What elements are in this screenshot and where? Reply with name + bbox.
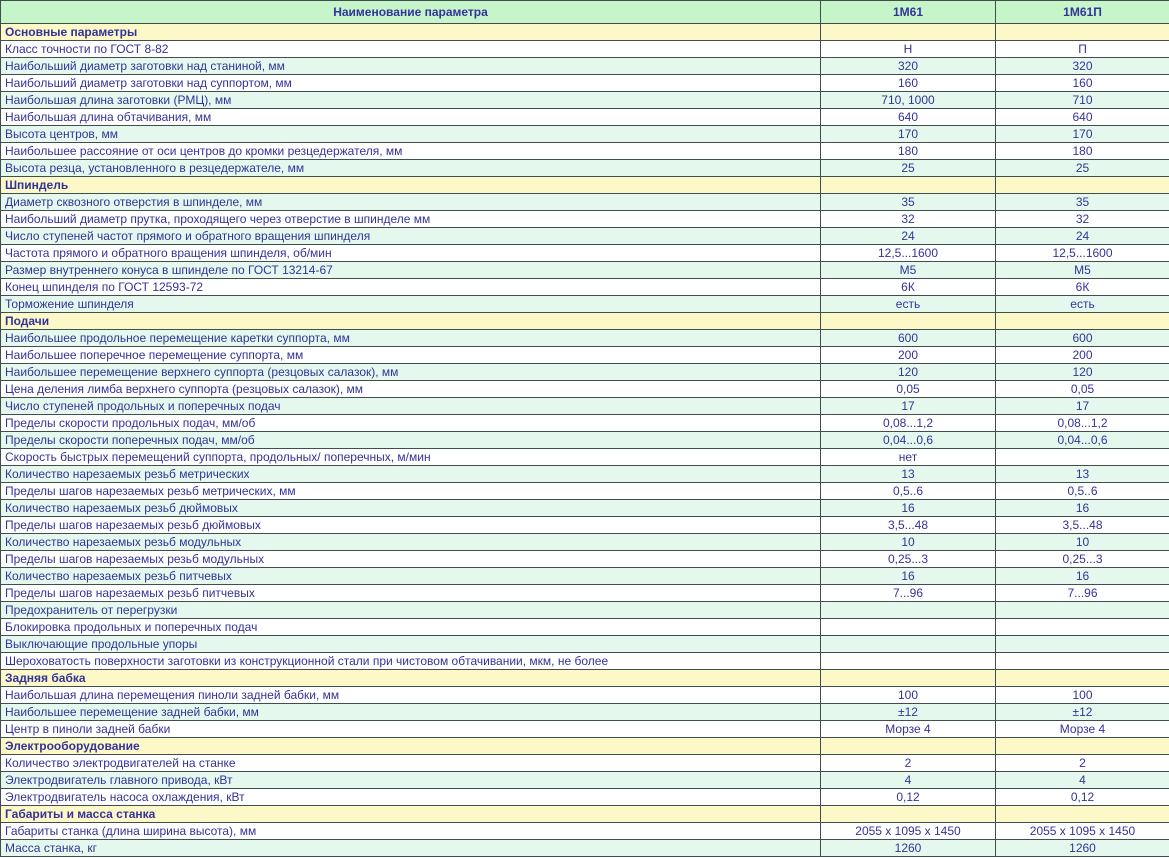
parameter-name-cell: Шпиндель bbox=[1, 177, 821, 194]
value-cell-1m61: Н bbox=[821, 41, 996, 58]
value-cell-1m61p: 4 bbox=[996, 772, 1169, 789]
value-cell-1m61: 17 bbox=[821, 398, 996, 415]
parameter-name-cell: Пределы шагов нарезаемых резьб метрических, мм bbox=[1, 483, 821, 500]
table-row bbox=[1, 126, 1169, 143]
section-row bbox=[1, 177, 1169, 194]
table-row bbox=[1, 415, 1169, 432]
parameter-name-cell: Наибольший диаметр заготовки над суппортом, мм bbox=[1, 75, 821, 92]
value-cell-1m61 bbox=[821, 24, 996, 41]
parameter-name-cell: Частота прямого и обратного вращения шпинделя, об/мин bbox=[1, 245, 821, 262]
value-cell-1m61p: 6К bbox=[996, 279, 1169, 296]
parameter-name-cell: Конец шпинделя по ГОСТ 12593-72 bbox=[1, 279, 821, 296]
value-cell-1m61p: П bbox=[996, 41, 1169, 58]
value-cell-1m61: 120 bbox=[821, 364, 996, 381]
value-cell-1m61: 170 bbox=[821, 126, 996, 143]
parameter-name-cell: Наибольшее перемещение задней бабки, мм bbox=[1, 704, 821, 721]
parameter-name-cell: Пределы скорости поперечных подач, мм/об bbox=[1, 432, 821, 449]
value-cell-1m61 bbox=[821, 602, 996, 619]
table-row bbox=[1, 517, 1169, 534]
value-cell-1m61p: 7...96 bbox=[996, 585, 1169, 602]
value-cell-1m61p bbox=[996, 738, 1169, 755]
value-cell-1m61: 180 bbox=[821, 143, 996, 160]
table-row bbox=[1, 330, 1169, 347]
parameter-name-cell: Наибольшее перемещение верхнего суппорта (резцовых салазок), мм bbox=[1, 364, 821, 381]
table-row bbox=[1, 160, 1169, 177]
value-cell-1m61p: 13 bbox=[996, 466, 1169, 483]
value-cell-1m61: 2055 x 1095 x 1450 bbox=[821, 823, 996, 840]
value-cell-1m61: 16 bbox=[821, 568, 996, 585]
value-cell-1m61p: 640 bbox=[996, 109, 1169, 126]
table-row bbox=[1, 109, 1169, 126]
value-cell-1m61: 16 bbox=[821, 500, 996, 517]
value-cell-1m61p: 100 bbox=[996, 687, 1169, 704]
value-cell-1m61: 4 bbox=[821, 772, 996, 789]
parameter-name-cell: Пределы скорости продольных подач, мм/об bbox=[1, 415, 821, 432]
value-cell-1m61: 0,25...3 bbox=[821, 551, 996, 568]
table-row bbox=[1, 551, 1169, 568]
value-cell-1m61: 0,04...0,6 bbox=[821, 432, 996, 449]
parameter-name-cell: Количество нарезаемых резьб метрических bbox=[1, 466, 821, 483]
value-cell-1m61p bbox=[996, 313, 1169, 330]
parameter-name-cell: Количество электродвигателей на станке bbox=[1, 755, 821, 772]
value-cell-1m61p bbox=[996, 449, 1169, 466]
table-row bbox=[1, 279, 1169, 296]
value-cell-1m61p: 0,5..6 bbox=[996, 483, 1169, 500]
value-cell-1m61p bbox=[996, 670, 1169, 687]
table-row bbox=[1, 245, 1169, 262]
value-cell-1m61: 2 bbox=[821, 755, 996, 772]
value-cell-1m61p bbox=[996, 806, 1169, 823]
table-row bbox=[1, 262, 1169, 279]
value-cell-1m61p: 710 bbox=[996, 92, 1169, 109]
table-row bbox=[1, 211, 1169, 228]
table-row bbox=[1, 449, 1169, 466]
value-cell-1m61 bbox=[821, 313, 996, 330]
table-row bbox=[1, 840, 1169, 857]
parameter-name-cell: Масса станка, кг bbox=[1, 840, 821, 857]
value-cell-1m61p: 0,12 bbox=[996, 789, 1169, 806]
parameter-name-cell: Габариты и масса станка bbox=[1, 806, 821, 823]
table-row bbox=[1, 483, 1169, 500]
value-cell-1m61 bbox=[821, 177, 996, 194]
table-row bbox=[1, 772, 1169, 789]
value-cell-1m61p bbox=[996, 619, 1169, 636]
table-row bbox=[1, 585, 1169, 602]
value-cell-1m61: 10 bbox=[821, 534, 996, 551]
value-cell-1m61: 0,12 bbox=[821, 789, 996, 806]
value-cell-1m61p: 0,04...0,6 bbox=[996, 432, 1169, 449]
parameter-name-cell: Наибольший диаметр прутка, проходящего через отверстие в шпинделе мм bbox=[1, 211, 821, 228]
value-cell-1m61p bbox=[996, 636, 1169, 653]
value-cell-1m61p: ±12 bbox=[996, 704, 1169, 721]
value-cell-1m61: 25 bbox=[821, 160, 996, 177]
value-cell-1m61: 100 bbox=[821, 687, 996, 704]
table-row bbox=[1, 466, 1169, 483]
value-cell-1m61p: 170 bbox=[996, 126, 1169, 143]
value-cell-1m61p: 17 bbox=[996, 398, 1169, 415]
parameter-name-cell: Электродвигатель главного привода, кВт bbox=[1, 772, 821, 789]
section-row bbox=[1, 313, 1169, 330]
section-row bbox=[1, 806, 1169, 823]
value-cell-1m61: 13 bbox=[821, 466, 996, 483]
parameter-name-cell: Высота резца, установленного в резцедержателе, мм bbox=[1, 160, 821, 177]
value-cell-1m61: 32 bbox=[821, 211, 996, 228]
value-cell-1m61p: 2 bbox=[996, 755, 1169, 772]
table-row bbox=[1, 704, 1169, 721]
value-cell-1m61p: 2055 x 1095 x 1450 bbox=[996, 823, 1169, 840]
parameter-name-cell: Количество нарезаемых резьб питчевых bbox=[1, 568, 821, 585]
column-header-1m61: 1М61 bbox=[821, 1, 996, 24]
parameter-name-cell: Наибольшая длина заготовки (РМЦ), мм bbox=[1, 92, 821, 109]
value-cell-1m61p: 10 bbox=[996, 534, 1169, 551]
parameter-name-cell: Наибольшая длина перемещения пиноли задней бабки, мм bbox=[1, 687, 821, 704]
table-row bbox=[1, 364, 1169, 381]
table-row bbox=[1, 194, 1169, 211]
header-row bbox=[1, 1, 1169, 24]
value-cell-1m61p bbox=[996, 653, 1169, 670]
parameter-name-cell: Диаметр сквозного отверстия в шпинделе, мм bbox=[1, 194, 821, 211]
parameter-name-cell: Торможение шпинделя bbox=[1, 296, 821, 313]
value-cell-1m61: 6К bbox=[821, 279, 996, 296]
section-row bbox=[1, 738, 1169, 755]
value-cell-1m61: 0,5..6 bbox=[821, 483, 996, 500]
value-cell-1m61p: 3,5...48 bbox=[996, 517, 1169, 534]
parameter-name-cell: Предохранитель от перегрузки bbox=[1, 602, 821, 619]
table-row bbox=[1, 75, 1169, 92]
value-cell-1m61: 640 bbox=[821, 109, 996, 126]
value-cell-1m61p: 0,25...3 bbox=[996, 551, 1169, 568]
value-cell-1m61: М5 bbox=[821, 262, 996, 279]
value-cell-1m61p: 320 bbox=[996, 58, 1169, 75]
table-row bbox=[1, 398, 1169, 415]
table-row bbox=[1, 296, 1169, 313]
value-cell-1m61: 7...96 bbox=[821, 585, 996, 602]
parameter-name-cell: Наибольший диаметр заготовки над станиной, мм bbox=[1, 58, 821, 75]
parameter-name-cell: Электродвигатель насоса охлаждения, кВт bbox=[1, 789, 821, 806]
value-cell-1m61: 600 bbox=[821, 330, 996, 347]
table-row bbox=[1, 500, 1169, 517]
parameter-name-cell: Скорость быстрых перемещений суппорта, продольных/ поперечных, м/мин bbox=[1, 449, 821, 466]
parameter-name-cell: Пределы шагов нарезаемых резьб модульных bbox=[1, 551, 821, 568]
parameter-name-cell: Количество нарезаемых резьб модульных bbox=[1, 534, 821, 551]
table-row bbox=[1, 143, 1169, 160]
value-cell-1m61 bbox=[821, 806, 996, 823]
parameter-name-cell: Класс точности по ГОСТ 8-82 bbox=[1, 41, 821, 58]
table-row bbox=[1, 602, 1169, 619]
value-cell-1m61p: 24 bbox=[996, 228, 1169, 245]
value-cell-1m61: 1260 bbox=[821, 840, 996, 857]
section-row bbox=[1, 670, 1169, 687]
section-row bbox=[1, 24, 1169, 41]
value-cell-1m61: 0,08...1,2 bbox=[821, 415, 996, 432]
value-cell-1m61p: 32 bbox=[996, 211, 1169, 228]
value-cell-1m61: Морзе 4 bbox=[821, 721, 996, 738]
column-header-parameter: Наименование параметра bbox=[1, 1, 821, 24]
value-cell-1m61: 35 bbox=[821, 194, 996, 211]
value-cell-1m61: 0,05 bbox=[821, 381, 996, 398]
value-cell-1m61p: 160 bbox=[996, 75, 1169, 92]
table-row bbox=[1, 534, 1169, 551]
table-row bbox=[1, 636, 1169, 653]
value-cell-1m61p: 25 bbox=[996, 160, 1169, 177]
parameter-name-cell: Электрооборудование bbox=[1, 738, 821, 755]
parameter-name-cell: Количество нарезаемых резьб дюймовых bbox=[1, 500, 821, 517]
table-row bbox=[1, 568, 1169, 585]
value-cell-1m61p: 0,08...1,2 bbox=[996, 415, 1169, 432]
value-cell-1m61p: Морзе 4 bbox=[996, 721, 1169, 738]
table-row bbox=[1, 721, 1169, 738]
parameter-name-cell: Подачи bbox=[1, 313, 821, 330]
value-cell-1m61: 160 bbox=[821, 75, 996, 92]
value-cell-1m61: 710, 1000 bbox=[821, 92, 996, 109]
value-cell-1m61 bbox=[821, 619, 996, 636]
parameter-name-cell: Наибольшее поперечное перемещение суппорта, мм bbox=[1, 347, 821, 364]
value-cell-1m61p: 600 bbox=[996, 330, 1169, 347]
table-row bbox=[1, 619, 1169, 636]
parameter-name-cell: Задняя бабка bbox=[1, 670, 821, 687]
value-cell-1m61p: 1260 bbox=[996, 840, 1169, 857]
table-row bbox=[1, 58, 1169, 75]
parameter-name-cell: Пределы шагов нарезаемых резьб дюймовых bbox=[1, 517, 821, 534]
table-row bbox=[1, 92, 1169, 109]
parameter-name-cell: Высота центров, мм bbox=[1, 126, 821, 143]
value-cell-1m61p: 0,05 bbox=[996, 381, 1169, 398]
value-cell-1m61: 24 bbox=[821, 228, 996, 245]
parameter-name-cell: Центр в пиноли задней бабки bbox=[1, 721, 821, 738]
value-cell-1m61p: 120 bbox=[996, 364, 1169, 381]
value-cell-1m61: 3,5...48 bbox=[821, 517, 996, 534]
value-cell-1m61p bbox=[996, 24, 1169, 41]
value-cell-1m61: ±12 bbox=[821, 704, 996, 721]
table-row bbox=[1, 381, 1169, 398]
parameter-name-cell: Пределы шагов нарезаемых резьб питчевых bbox=[1, 585, 821, 602]
table-row bbox=[1, 755, 1169, 772]
parameter-name-cell: Наибольшее продольное перемещение каретки суппорта, мм bbox=[1, 330, 821, 347]
value-cell-1m61: 12,5...1600 bbox=[821, 245, 996, 262]
parameter-name-cell: Число ступеней частот прямого и обратного вращения шпинделя bbox=[1, 228, 821, 245]
table-row bbox=[1, 228, 1169, 245]
value-cell-1m61: есть bbox=[821, 296, 996, 313]
value-cell-1m61p: 200 bbox=[996, 347, 1169, 364]
value-cell-1m61: 320 bbox=[821, 58, 996, 75]
parameter-name-cell: Блокировка продольных и поперечных подач bbox=[1, 619, 821, 636]
value-cell-1m61p bbox=[996, 177, 1169, 194]
value-cell-1m61 bbox=[821, 653, 996, 670]
value-cell-1m61p: 180 bbox=[996, 143, 1169, 160]
value-cell-1m61: нет bbox=[821, 449, 996, 466]
value-cell-1m61 bbox=[821, 738, 996, 755]
value-cell-1m61p: 12,5...1600 bbox=[996, 245, 1169, 262]
value-cell-1m61 bbox=[821, 670, 996, 687]
parameter-name-cell: Наибольшая длина обтачивания, мм bbox=[1, 109, 821, 126]
value-cell-1m61: 200 bbox=[821, 347, 996, 364]
value-cell-1m61p bbox=[996, 602, 1169, 619]
table-row bbox=[1, 823, 1169, 840]
parameter-name-cell: Выключающие продольные упоры bbox=[1, 636, 821, 653]
value-cell-1m61p: есть bbox=[996, 296, 1169, 313]
parameter-name-cell: Размер внутреннего конуса в шпинделе по ГОСТ 13214-67 bbox=[1, 262, 821, 279]
table-row bbox=[1, 789, 1169, 806]
value-cell-1m61 bbox=[821, 636, 996, 653]
column-header-1m61p: 1М61П bbox=[996, 1, 1169, 24]
parameter-name-cell: Цена деления лимба верхнего суппорта (резцовых салазок), мм bbox=[1, 381, 821, 398]
table-row bbox=[1, 41, 1169, 58]
table-row bbox=[1, 653, 1169, 670]
parameter-name-cell: Шероховатость поверхности заготовки из конструкционной стали при чистовом обтачивании, мкм, не более bbox=[1, 653, 821, 670]
parameter-name-cell: Наибольшее рассояние от оси центров до кромки резцедержателя, мм bbox=[1, 143, 821, 160]
value-cell-1m61p: 16 bbox=[996, 568, 1169, 585]
parameter-name-cell: Габариты станка (длина ширина высота), мм bbox=[1, 823, 821, 840]
parameter-name-cell: Основные параметры bbox=[1, 24, 821, 41]
value-cell-1m61p: 16 bbox=[996, 500, 1169, 517]
parameter-name-cell: Число ступеней продольных и поперечных подач bbox=[1, 398, 821, 415]
table-row bbox=[1, 687, 1169, 704]
value-cell-1m61p: М5 bbox=[996, 262, 1169, 279]
table-row bbox=[1, 347, 1169, 364]
value-cell-1m61p: 35 bbox=[996, 194, 1169, 211]
table-row bbox=[1, 432, 1169, 449]
